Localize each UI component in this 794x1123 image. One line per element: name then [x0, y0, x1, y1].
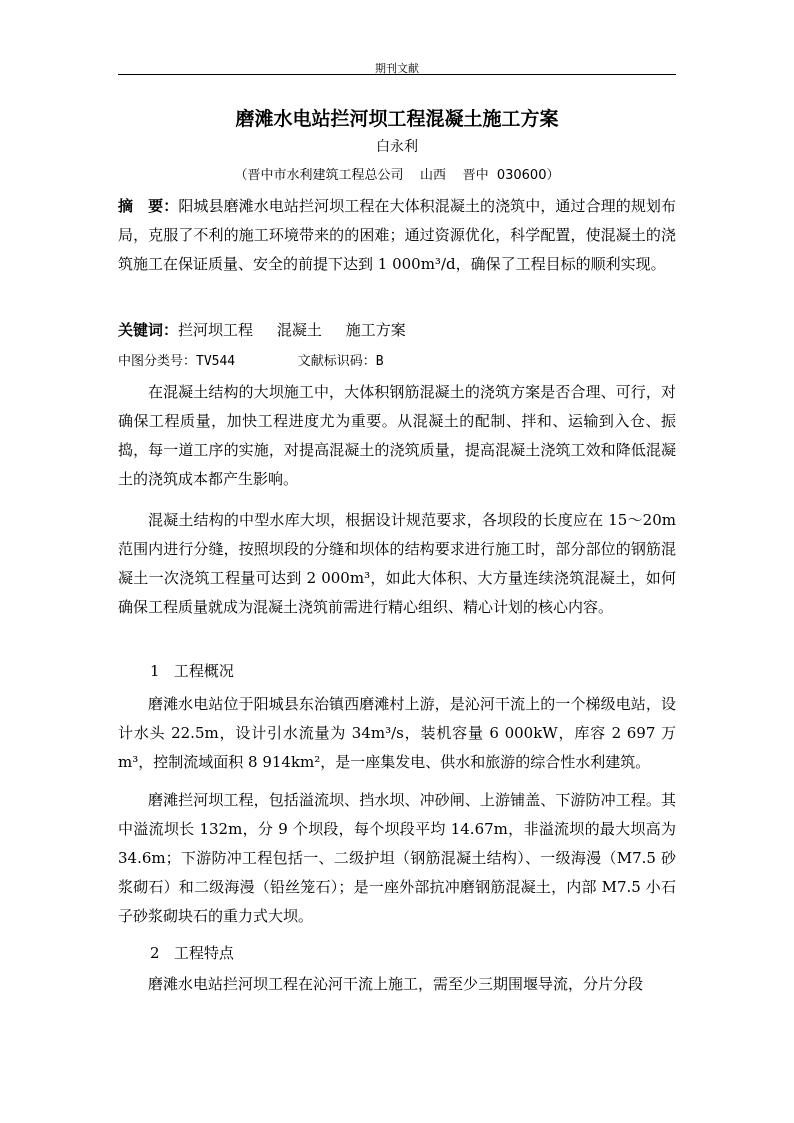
- body-paragraph: 混凝土结构的中型水库大坝，根据设计规范要求，各坝段的长度应在 15～20m 范围内进行分缝，按照坝段的分缝和坝体的结构要求进行施工时，部分部位的钢筋混凝土一次浇筑工程量可达到 2 000m³，如此大体积、大方量连续浇筑混凝土，如何确保工程质量就成为混凝土浇筑前需进行精心组织、精心计划的核心内容。: [118, 511, 676, 616]
- body-paragraph: 磨滩水电站拦河坝工程在沁河干流上施工，需至少三期围堰导流，分片分段: [148, 975, 644, 993]
- keywords-text: 拦河坝工程 混凝土 施工方案: [178, 321, 406, 339]
- article-title: 磨滩水电站拦河坝工程混凝土施工方案: [235, 108, 559, 130]
- journal-header-label: 期刊文献: [375, 62, 419, 75]
- body-paragraph: 在混凝土结构的大坝施工中，大体积钢筋混凝土的浇筑方案是否合理、可行，对确保工程质量，加快工程进度尤为重要。从混凝土的配制、拌和、运输到入仓、振捣，每一道工序的实施，对提高混凝土的浇筑质量，提高混凝土浇筑工效和降低混凝土的浇筑成本都产生影响。: [118, 383, 676, 488]
- header-divider: [118, 74, 676, 75]
- section-heading-features: 2 工程特点: [150, 944, 234, 962]
- author-affiliation: （晋中市水利建筑工程总公司 山西 晋中 030600）: [234, 168, 560, 183]
- classification-line: 中图分类号：TV544 文献标识码：B: [118, 354, 384, 369]
- abstract-text: 阳城县磨滩水电站拦河坝工程在大体积混凝土的浇筑中，通过合理的规划布局，克服了不利的施工环境带来的的困难；通过资源优化，科学配置，使混凝土的浇筑施工在保证质量、安全的前提下达到 1 000m³/d，确保了工程目标的顺利实现。: [118, 197, 676, 273]
- article-author: 白永利: [376, 139, 418, 155]
- body-paragraph: 磨滩水电站位于阳城县东治镇西磨滩村上游，是沁河干流上的一个梯级电站，设计水头 22.5m，设计引水流量为 34m³/s，装机容量 6 000kW，库容 2 697 万 m³，控制流域面积 8 914km²，是一座集发电、供水和旅游的综合性水利建筑。: [118, 695, 676, 771]
- abstract-label: 摘 要：: [118, 197, 179, 215]
- section-heading-overview: 1 工程概况: [150, 662, 234, 680]
- abstract: [118, 192, 676, 279]
- keywords-label: 关键词：: [118, 321, 179, 339]
- keywords: [118, 316, 676, 345]
- body-paragraph: 磨滩拦河坝工程，包括溢流坝、挡水坝、冲砂闸、上游铺盖、下游防冲工程。其中溢流坝长 132m，分 9 个坝段，每个坝段平均 14.67m，非溢流坝的最大坝高为 34.6m；下游防冲工程包括一、二级护坦（钢筋混凝土结构）、一级海漫（M7.5 砂浆砌石）和二级海漫（铅丝笼石）；是一座外部抗冲磨钢筋混凝土，内部 M7.5 小石子砂浆砌块石的重力式大坝。: [118, 791, 676, 925]
